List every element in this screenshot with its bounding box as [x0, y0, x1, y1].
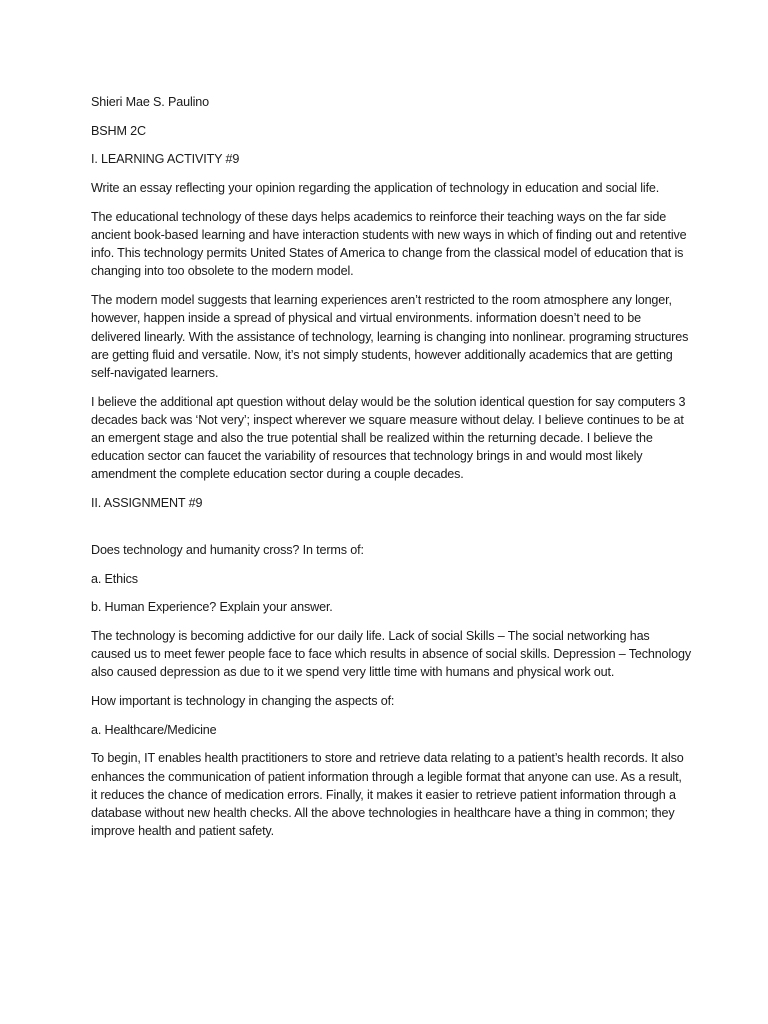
activity-heading: I. LEARNING ACTIVITY #9 — [91, 152, 240, 167]
blank-line — [91, 523, 691, 541]
activity-paragraph: The educational technology of these days helps academics to reinforce their teaching ways on the far side ancient book-based learning and have interaction students with new ways in which of finding out and retentive info. This technology permits United States of America to change from the classical model of education that is changing into too obsolete to the modern model. — [91, 209, 687, 279]
class-section: BSHM 2C — [91, 123, 146, 138]
assignment-answer: The technology is becoming addictive for our daily life. Lack of social Skills – The social networking has caused us to meet fewer people face to face which results in absence of social skills. Depression – Technology also caused depression as due to it we spend very little time with humans and physical work out. — [91, 628, 691, 680]
assignment-heading: II. ASSIGNMENT #9 — [91, 496, 203, 511]
activity-paragraph: The modern model suggests that learning experiences aren’t restricted to the room atmosphere any longer, however, happen inside a spread of physical and virtual environments. information doesn’t need to be delivered linearly. With the assistance of technology, learning is changing into nonlinear. programing structures are getting fluid and versatile. Now, it’s not simply students, however additionally academics that are getting self-navigated learners. — [91, 293, 689, 380]
document-body — [91, 93, 691, 851]
author-name: Shieri Mae S. Paulino — [91, 95, 209, 109]
question-option: b. Human Experience? Explain your answer. — [91, 600, 333, 615]
question-option: a. Healthcare/Medicine — [91, 722, 217, 737]
assignment-question: Does technology and humanity cross? In terms of: — [91, 542, 364, 557]
activity-prompt: Write an essay reflecting your opinion regarding the application of technology in education and social life. — [91, 181, 660, 196]
assignment-question: How important is technology in changing the aspects of: — [91, 694, 395, 709]
activity-paragraph: I believe the additional apt question without delay would be the solution identical question for say computers 3 decades back was ‘Not very’; inspect wherever we square measure without delay. I believe continues to be at an emergent stage and also the true potential shall be realized within the returning decade. I believe the education sector can faucet the variability of resources that technology brings in and would most likely amendment the complete education sector during a couple decades. — [91, 394, 686, 482]
assignment-answer: To begin, IT enables health practitioners to store and retrieve data relating to a patient’s health records. It also enhances the communication of patient information through a legible format that anyone can use. As a result, it reduces the chance of medication errors. Finally, it makes it easier to retrieve patient information through a database without new health checks. All the above technologies in healthcare have a thing in common; they improve health and patient safety. — [91, 751, 684, 839]
question-option: a. Ethics — [91, 571, 138, 586]
